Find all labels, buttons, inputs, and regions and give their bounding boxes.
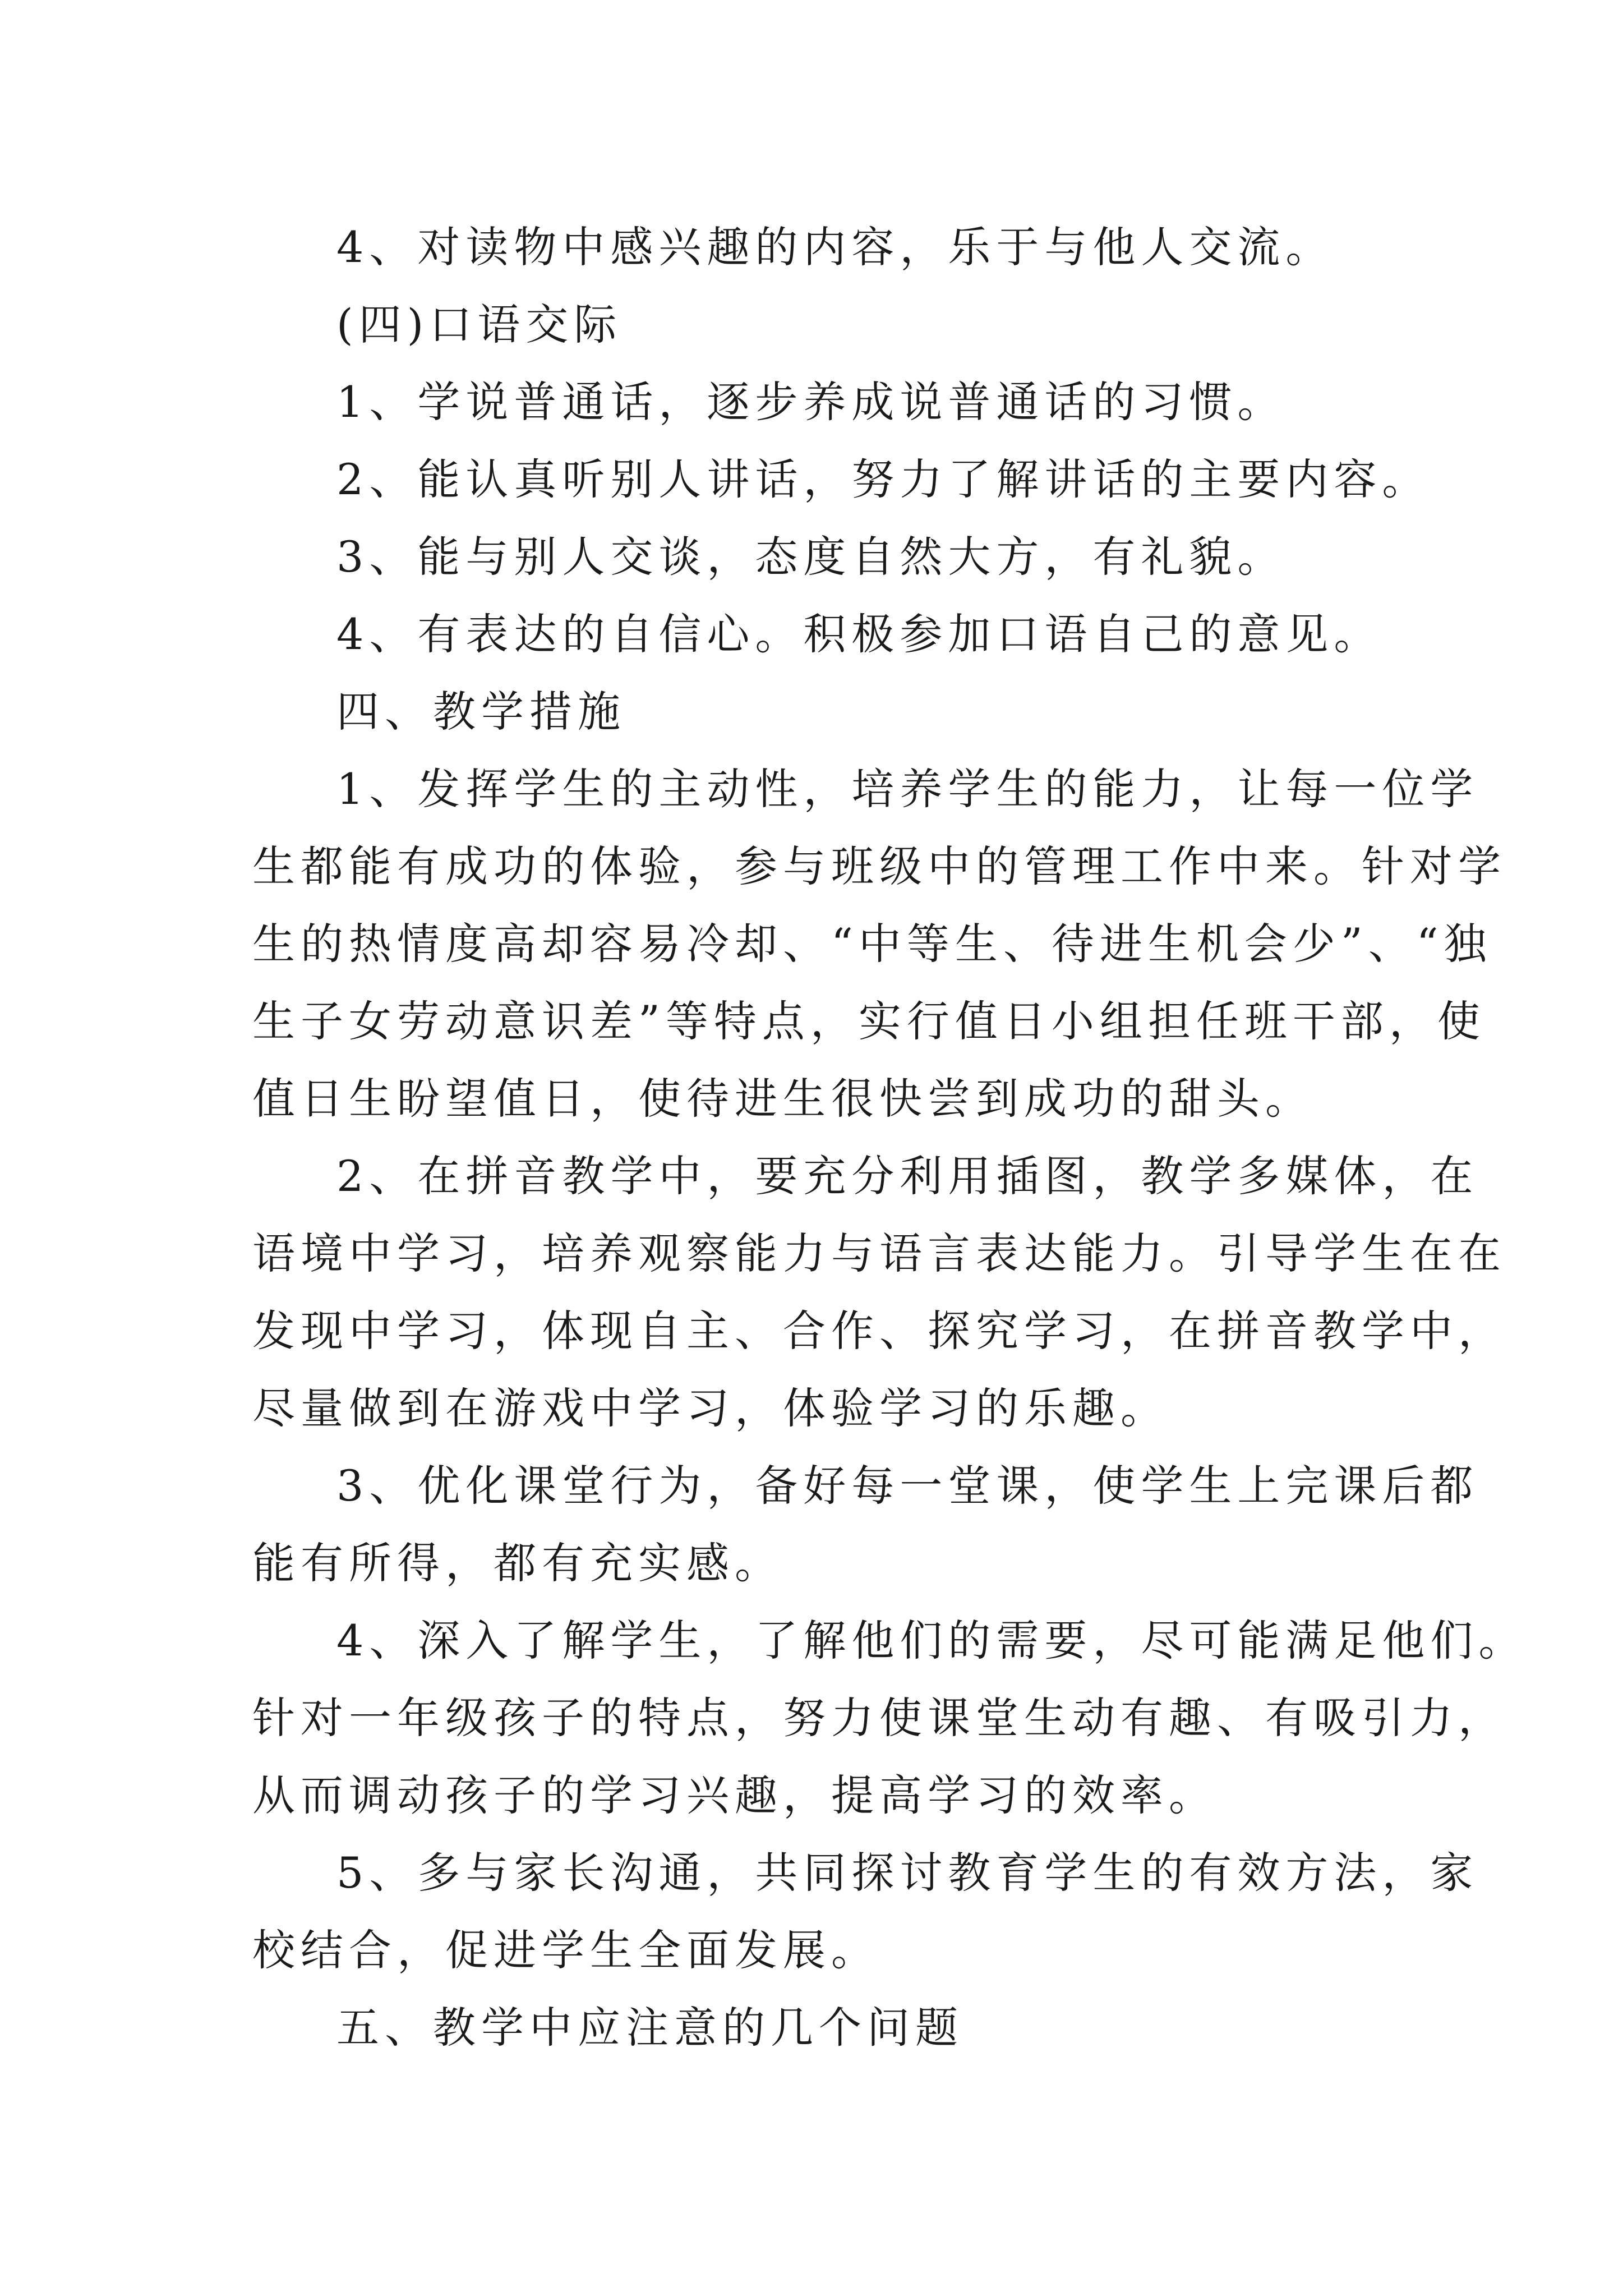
text-line: 1、发挥学生的主动性，培养学生的能力，让每一位学 bbox=[336, 764, 1479, 814]
text-line: 4、深入了解学生，了解他们的需要，尽可能满足他们。 bbox=[336, 1616, 1527, 1665]
text-line: 5、多与家长沟通，共同探讨教育学生的有效方法，家 bbox=[336, 1848, 1479, 1898]
text-line: 校结合，促进学生全面发展。 bbox=[252, 1925, 879, 1975]
text-line: 语境中学习，培养观察能力与语言表达能力。引导学生在在 bbox=[252, 1228, 1506, 1278]
text-line: 1、学说普通话，逐步养成说普通话的习惯。 bbox=[336, 377, 1286, 427]
text-line: 生的热情度高却容易冷却、“中等生、待进生机会少”、“独 bbox=[252, 919, 1492, 969]
text-line: 2、能认真听别人讲话，努力了解讲话的主要内容。 bbox=[336, 454, 1431, 504]
text-line: 针对一年级孩子的特点，努力使课堂生动有趣、有吸引力， bbox=[252, 1693, 1506, 1743]
document-page bbox=[252, 209, 1527, 2067]
text-line: 3、优化课堂行为，备好每一堂课，使学生上完课后都 bbox=[336, 1461, 1479, 1511]
section-heading: 四、教学措施 bbox=[336, 687, 626, 737]
text-line: 2、在拼音教学中，要充分利用插图，教学多媒体，在 bbox=[336, 1151, 1479, 1201]
text-line: 能有所得，都有充实感。 bbox=[252, 1538, 783, 1588]
section-heading: (四)口语交际 bbox=[336, 300, 623, 349]
section-heading: 五、教学中应注意的几个问题 bbox=[336, 2003, 963, 2053]
text-line: 从而调动孩子的学习兴趣，提高学习的效率。 bbox=[252, 1770, 1217, 1820]
text-line: 生都能有成功的体验，参与班级中的管理工作中来。针对学 bbox=[252, 841, 1506, 891]
text-line: 4、有表达的自信心。积极参加口语自己的意见。 bbox=[336, 609, 1382, 659]
text-line: 尽量做到在游戏中学习，体验学习的乐趣。 bbox=[252, 1383, 1169, 1433]
text-line: 值日生盼望值日，使待进生很快尝到成功的甜头。 bbox=[252, 1074, 1313, 1124]
text-line: 发现中学习，体现自主、合作、探究学习，在拼音教学中， bbox=[252, 1306, 1506, 1356]
text-line: 4、对读物中感兴趣的内容，乐于与他人交流。 bbox=[336, 222, 1334, 272]
text-line: 3、能与别人交谈，态度自然大方，有礼貌。 bbox=[336, 532, 1286, 582]
text-line: 生子女劳动意识差”等特点，实行值日小组担任班干部，使 bbox=[252, 996, 1486, 1046]
